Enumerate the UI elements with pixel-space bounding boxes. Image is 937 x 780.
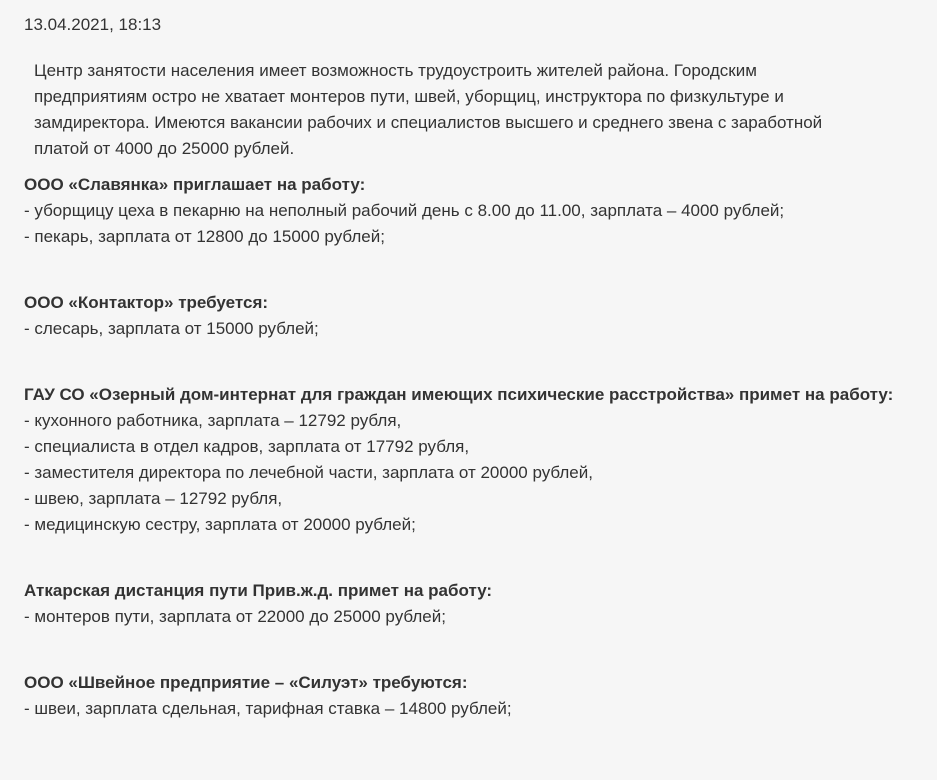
- spacer: [24, 538, 913, 578]
- vacancy-item: - швею, зарплата – 12792 рубля,: [24, 489, 283, 508]
- vacancy-item: - специалиста в отдел кадров, зарплата от 17792 рубля,: [24, 437, 470, 456]
- spacer: [24, 250, 913, 290]
- publish-date: 13.04.2021, 18:13: [24, 15, 162, 34]
- section-title: ООО «Швейное предприятие – «Силуэт» требуются:: [24, 673, 468, 692]
- section-title: Аткарская дистанция пути Прив.ж.д. примет на работу:: [24, 581, 493, 600]
- vacancy-section-slavyanka: [24, 172, 913, 250]
- spacer: [24, 342, 913, 382]
- section-title: ГАУ СО «Озерный дом-интернат для граждан имеющих психические расстройства» примет на работу:: [24, 385, 894, 404]
- vacancy-item: - монтеров пути, зарплата от 22000 до 25000 рублей;: [24, 607, 446, 626]
- vacancy-section-siluet: [24, 670, 913, 722]
- intro-paragraph: Центр занятости населения имеет возможность трудоустроить жителей района. Городским предприятиям остро не хватает монтеров пути, швей, уборщиц, инструктора по физкультуре и замдиректора. Имеются вакансии рабочих и специалистов высшего и среднего звена с заработной платой от 4000 до 25000 рублей.: [34, 61, 823, 158]
- vacancy-section-kontaktor: [24, 290, 913, 342]
- vacancy-item: - пекарь, зарплата от 12800 до 15000 рублей;: [24, 227, 385, 246]
- vacancy-item: - швеи, зарплата сдельная, тарифная ставка – 14800 рублей;: [24, 699, 512, 718]
- vacancy-item: - уборщицу цеха в пекарню на неполный рабочий день с 8.00 до 11.00, зарплата – 4000 рублей;: [24, 201, 785, 220]
- spacer: [24, 630, 913, 670]
- vacancy-section-ozerny: [24, 382, 913, 538]
- vacancy-item: - заместителя директора по лечебной части, зарплата от 20000 рублей,: [24, 463, 593, 482]
- vacancy-item: - слесарь, зарплата от 15000 рублей;: [24, 319, 319, 338]
- vacancy-section-atkarsk: [24, 578, 913, 630]
- vacancy-item: - кухонного работника, зарплата – 12792 рубля,: [24, 411, 402, 430]
- vacancy-item: - медицинскую сестру, зарплата от 20000 рублей;: [24, 515, 416, 534]
- section-title: ООО «Славянка» приглашает на работу:: [24, 175, 366, 194]
- section-title: ООО «Контактор» требуется:: [24, 293, 269, 312]
